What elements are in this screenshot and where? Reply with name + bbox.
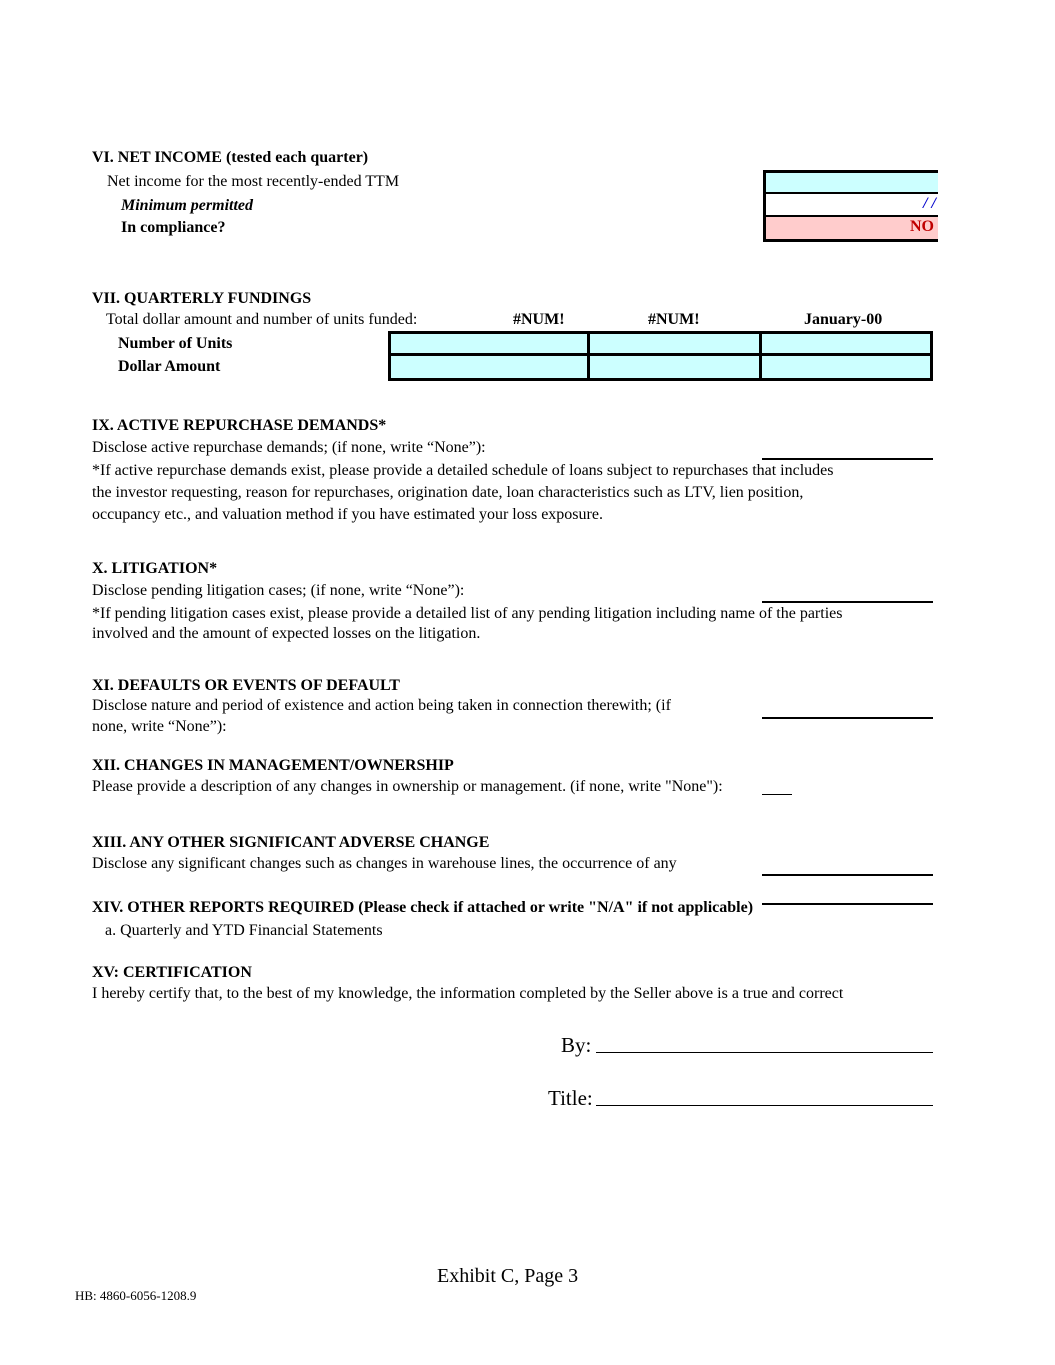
section-heading-defaults: XI. DEFAULTS OR EVENTS OF DEFAULT — [92, 677, 400, 694]
adverse-text-line-1: Disclose any significant changes such as changes in warehouse lines, the occurrence of any — [92, 855, 677, 872]
title-label: Title: — [548, 1086, 593, 1110]
by-label: By: — [561, 1033, 592, 1057]
defaults-answer-line[interactable] — [762, 717, 933, 719]
net-income-row-label: Net income for the most recently-ended TTM — [107, 173, 400, 190]
other-reports-answer-line[interactable] — [762, 903, 933, 905]
section-heading-other-reports: XIV. OTHER REPORTS REQUIRED (Please check if attached or write "N/A" if not applicable) — [92, 899, 754, 916]
repurchase-note-line-1: *If active repurchase demands exist, please provide a detailed schedule of loans subject to repurchases that includes — [92, 462, 834, 479]
litigation-answer-line[interactable] — [762, 601, 933, 603]
section-heading-repurchase: IX. ACTIVE REPURCHASE DEMANDS* — [92, 417, 387, 434]
adverse-answer-line[interactable] — [762, 874, 933, 876]
document-id: HB: 4860-6056-1208.9 — [75, 1288, 197, 1303]
other-reports-item-a: a. Quarterly and YTD Financial Statements — [105, 922, 383, 939]
dollar-cell-2[interactable] — [587, 353, 762, 381]
management-answer-line[interactable] — [762, 794, 792, 795]
section-heading-certification: XV: CERTIFICATION — [92, 964, 252, 981]
number-of-units-label: Number of Units — [118, 335, 233, 352]
fundings-column-header-2: #NUM! — [648, 311, 700, 328]
section-heading-litigation: X. LITIGATION* — [92, 560, 218, 577]
repurchase-disclose-text: Disclose active repurchase demands; (if none, write “None”): — [92, 439, 486, 456]
fundings-row-label: Total dollar amount and number of units funded: — [106, 311, 418, 328]
net-income-input-cell[interactable] — [763, 170, 938, 195]
defaults-text-line-2: none, write “None”): — [92, 718, 227, 735]
litigation-disclose-text: Disclose pending litigation cases; (if none, write “None”): — [92, 582, 465, 599]
minimum-permitted-label: Minimum permitted — [121, 197, 254, 214]
minimum-permitted-value: / / — [923, 195, 936, 212]
by-signature-line[interactable] — [596, 1052, 933, 1053]
section-heading-management: XII. CHANGES IN MANAGEMENT/OWNERSHIP — [92, 757, 454, 774]
management-text-line-1: Please provide a description of any changes in ownership or management. (if none, write "None"): — [92, 778, 723, 795]
in-compliance-cell — [763, 217, 938, 242]
litigation-note-line-1: *If pending litigation cases exist, please provide a detailed list of any pending litigation including name of the parties — [92, 605, 843, 622]
fundings-column-header-3: January-00 — [804, 311, 883, 328]
section-heading-adverse-change: XIII. ANY OTHER SIGNIFICANT ADVERSE CHANGE — [92, 834, 490, 851]
repurchase-note-line-3: occupancy etc., and valuation method if you have estimated your loss exposure. — [92, 506, 603, 523]
in-compliance-label: In compliance? — [121, 219, 226, 236]
section-heading-net-income: VI. NET INCOME (tested each quarter) — [92, 149, 369, 166]
title-signature-line[interactable] — [596, 1105, 933, 1106]
repurchase-note-line-2: the investor requesting, reason for repurchases, origination date, loan characteristics such as LTV, lien position, — [92, 484, 804, 501]
certification-text-line-1: I hereby certify that, to the best of my knowledge, the information completed by the Seller above is a true and correct — [92, 985, 844, 1002]
dollar-amount-label: Dollar Amount — [118, 358, 221, 375]
litigation-note-line-2: involved and the amount of expected losses on the litigation. — [92, 625, 481, 642]
minimum-permitted-cell[interactable] — [763, 194, 938, 218]
repurchase-answer-line[interactable] — [762, 458, 933, 460]
dollar-cell-1[interactable] — [388, 353, 590, 381]
dollar-cell-3[interactable] — [759, 353, 933, 381]
fundings-column-header-1: #NUM! — [513, 311, 565, 328]
page-footer-label: Exhibit C, Page 3 — [437, 1265, 579, 1287]
section-heading-quarterly-fundings: VII. QUARTERLY FUNDINGS — [92, 290, 312, 307]
defaults-text-line-1: Disclose nature and period of existence and action being taken in connection therewith; (if — [92, 697, 671, 714]
in-compliance-value: NO — [910, 218, 934, 235]
